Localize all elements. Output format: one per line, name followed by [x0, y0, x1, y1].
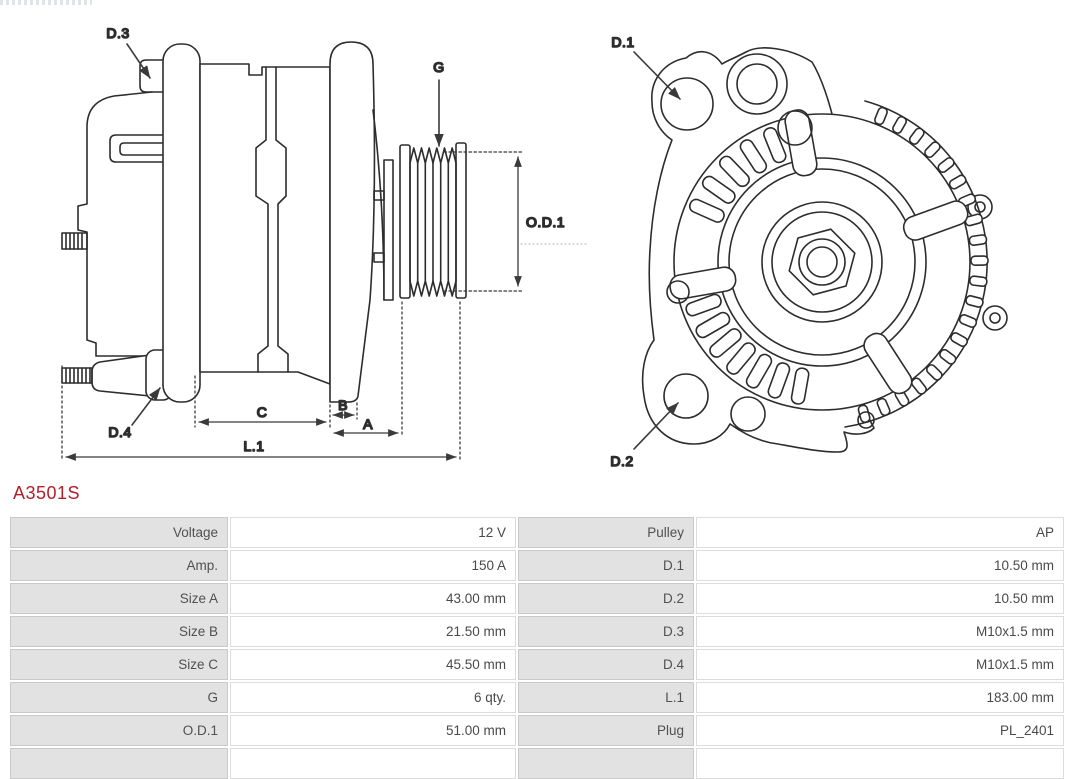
rear-housing-outline	[78, 92, 163, 356]
spec-value-cell: 150 A	[230, 550, 516, 581]
spec-label-cell: L.1	[518, 682, 694, 713]
dim-label-d3: D.3	[106, 25, 130, 41]
spec-label-cell: D.4	[518, 649, 694, 680]
spec-value-cell: PL_2401	[696, 715, 1064, 746]
dim-label-d4: D.4	[108, 424, 132, 440]
side-view-diagram	[62, 25, 588, 461]
plug-recess	[110, 135, 168, 162]
body-outline	[200, 64, 330, 384]
dim-label-d2: D.2	[610, 453, 634, 469]
spec-value-cell: 10.50 mm	[696, 583, 1064, 614]
terminal-stud	[62, 233, 87, 249]
spec-label-cell: D.2	[518, 583, 694, 614]
dim-label-od1: O.D.1	[526, 214, 566, 230]
spec-table	[10, 517, 1064, 779]
spec-label-cell: Size A	[10, 583, 228, 614]
dim-label-l1: L.1	[243, 438, 265, 454]
spec-label-cell: G	[10, 682, 228, 713]
d3-pointer-line	[127, 44, 150, 78]
spec-value-cell: 12 V	[230, 517, 516, 548]
spec-label-cell: O.D.1	[10, 715, 228, 746]
lower-stud	[62, 350, 172, 400]
spec-label-cell: D.1	[518, 550, 694, 581]
front-view-diagram	[610, 34, 1007, 469]
spec-label-cell: Amp.	[10, 550, 228, 581]
part-number: A3501S	[13, 483, 81, 503]
spec-label-cell: D.3	[518, 616, 694, 647]
spec-label-cell: Size B	[10, 616, 228, 647]
dim-label-c: C	[256, 404, 268, 420]
rear-bracket	[163, 44, 200, 402]
spec-value-cell: M10x1.5 mm	[696, 616, 1064, 647]
front-bracket	[330, 42, 374, 402]
spec-label-cell: Plug	[518, 715, 694, 746]
spec-value-cell: M10x1.5 mm	[696, 649, 1064, 680]
spec-value-cell: 43.00 mm	[230, 583, 516, 614]
spec-value-cell: 10.50 mm	[696, 550, 1064, 581]
spec-value-cell: 21.50 mm	[230, 616, 516, 647]
spec-label-cell: Voltage	[10, 517, 228, 548]
spec-value-cell: 51.00 mm	[230, 715, 516, 746]
spec-value-cell: 183.00 mm	[696, 682, 1064, 713]
spec-label-cell: Size C	[10, 649, 228, 680]
spec-label-cell: Pulley	[518, 517, 694, 548]
spec-value-cell: 6 qty.	[230, 682, 516, 713]
pulley	[400, 143, 466, 298]
dim-label-b: B	[338, 397, 348, 413]
dim-label-g: G	[433, 59, 445, 75]
spec-value-cell: 45.50 mm	[230, 649, 516, 680]
dim-label-d1: D.1	[611, 34, 635, 50]
right-bump-lower	[983, 306, 1007, 330]
shaft-plate	[374, 160, 393, 300]
spec-value-cell: AP	[696, 517, 1064, 548]
dim-label-a: A	[363, 416, 373, 432]
